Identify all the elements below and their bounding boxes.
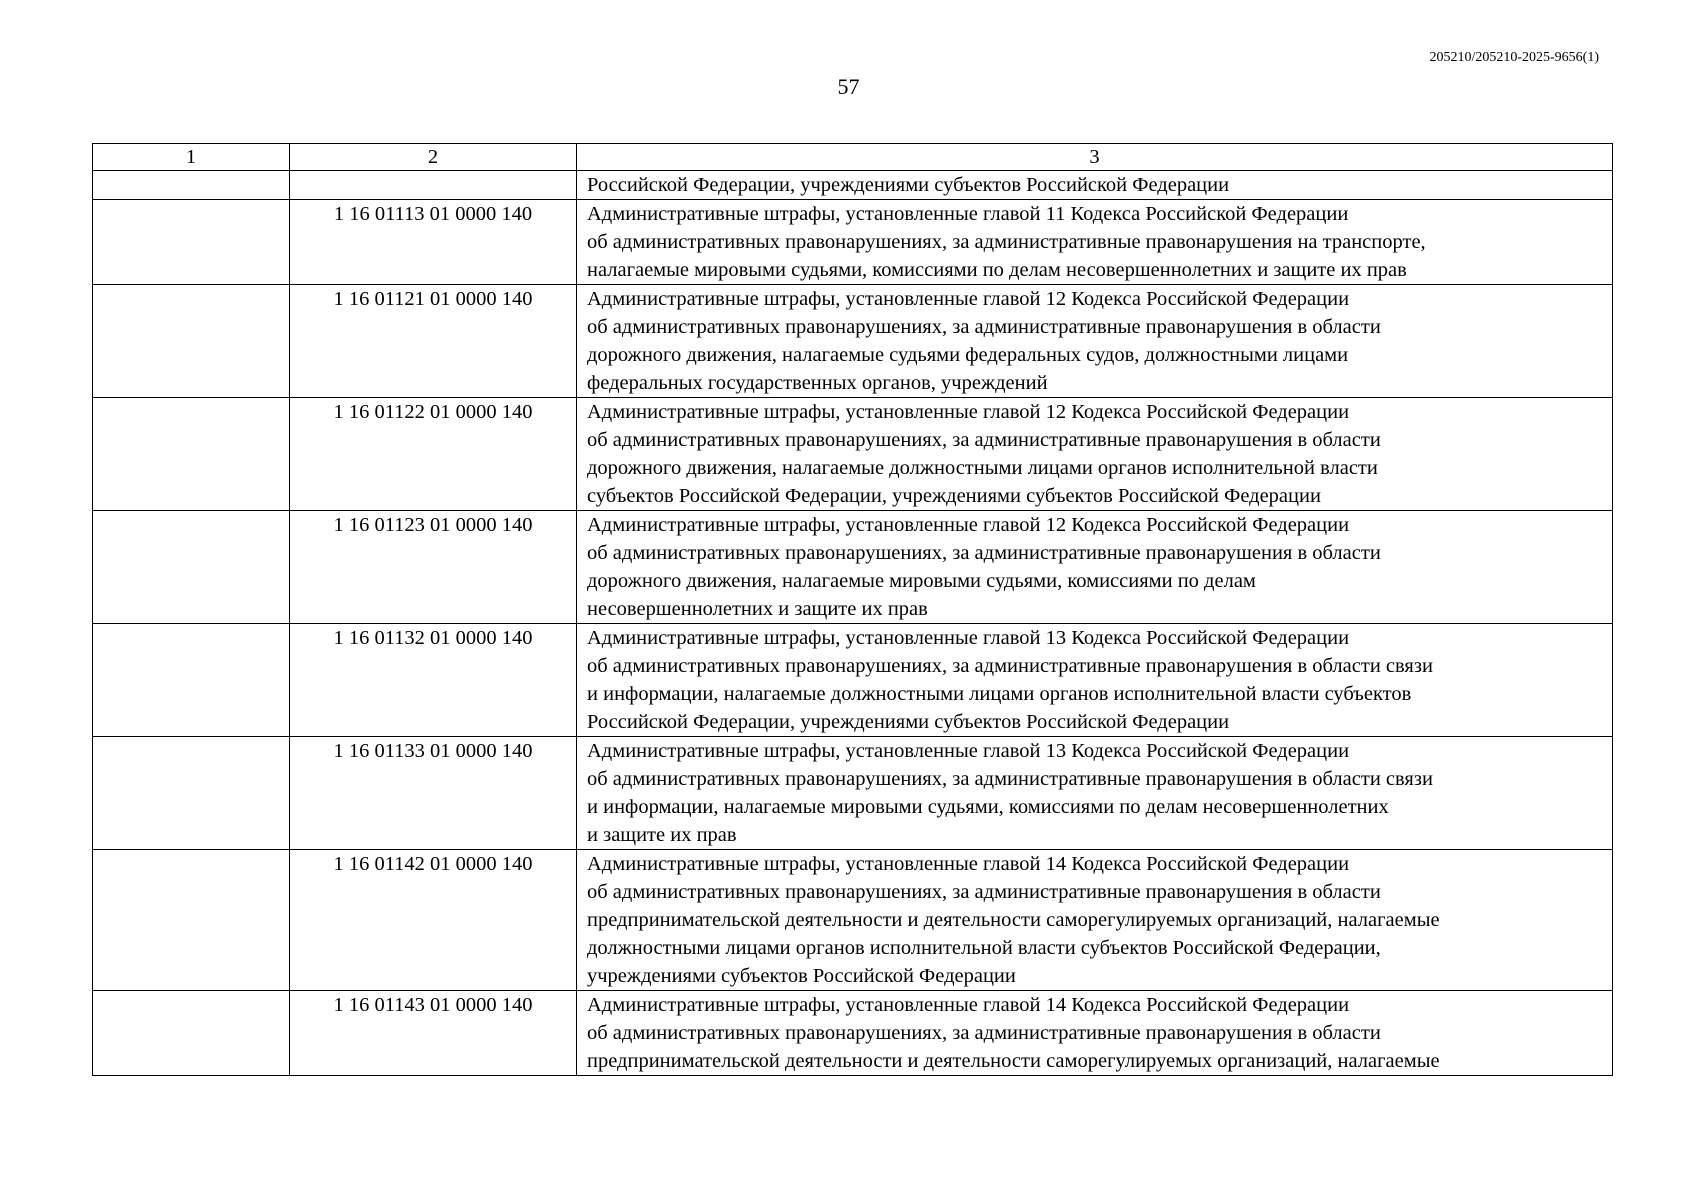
budget-code-cell: 1 16 01122 01 0000 140 bbox=[290, 398, 577, 511]
budget-code-cell: 1 16 01113 01 0000 140 bbox=[290, 200, 577, 285]
description-line: Российской Федерации, учреждениями субъектов Российской Федерации bbox=[587, 174, 1230, 196]
description-line: об административных правонарушениях, за административные правонарушения в области bbox=[587, 1022, 1381, 1044]
column-number-3: 3 bbox=[577, 144, 1613, 171]
budget-code-cell: 1 16 01123 01 0000 140 bbox=[290, 511, 577, 624]
description-cell bbox=[577, 850, 1613, 991]
description-line: учреждениями субъектов Российской Федерации bbox=[587, 965, 1016, 987]
description-line: об административных правонарушениях, за административные правонарушения в области bbox=[587, 429, 1381, 451]
row-number-cell bbox=[93, 398, 290, 511]
description-line: налагаемые мировыми судьями, комиссиями по делам несовершеннолетних и защите их прав bbox=[587, 259, 1407, 281]
table-row bbox=[93, 171, 1613, 200]
description-line: дорожного движения, налагаемые мировыми судьями, комиссиями по делам bbox=[587, 570, 1256, 592]
description-cell bbox=[577, 511, 1613, 624]
row-number-cell bbox=[93, 991, 290, 1076]
budget-code-cell bbox=[290, 171, 577, 200]
table-row bbox=[93, 511, 1613, 624]
description-line: и информации, налагаемые должностными лицами органов исполнительной власти субъектов bbox=[587, 683, 1412, 705]
row-number-cell bbox=[93, 624, 290, 737]
row-number-cell bbox=[93, 737, 290, 850]
description-cell bbox=[577, 624, 1613, 737]
budget-code-cell: 1 16 01142 01 0000 140 bbox=[290, 850, 577, 991]
description-line: предпринимательской деятельности и деятельности саморегулируемых организаций, налагаемые bbox=[587, 1050, 1440, 1072]
description-cell bbox=[577, 285, 1613, 398]
description-line: субъектов Российской Федерации, учреждениями субъектов Российской Федерации bbox=[587, 485, 1321, 507]
budget-code-cell: 1 16 01133 01 0000 140 bbox=[290, 737, 577, 850]
description-line: Российской Федерации, учреждениями субъектов Российской Федерации bbox=[587, 711, 1230, 733]
table-row bbox=[93, 200, 1613, 285]
column-number-1: 1 bbox=[93, 144, 290, 171]
column-number-row bbox=[93, 144, 1613, 171]
description-line: об административных правонарушениях, за административные правонарушения в области bbox=[587, 316, 1381, 338]
table-row bbox=[93, 398, 1613, 511]
row-number-cell bbox=[93, 200, 290, 285]
description-cell bbox=[577, 171, 1613, 200]
budget-code-cell: 1 16 01143 01 0000 140 bbox=[290, 991, 577, 1076]
description-line: Административные штрафы, установленные главой 12 Кодекса Российской Федерации bbox=[587, 401, 1350, 423]
description-line: Административные штрафы, установленные главой 12 Кодекса Российской Федерации bbox=[587, 288, 1350, 310]
description-line: об административных правонарушениях, за административные правонарушения в области bbox=[587, 881, 1381, 903]
table-row bbox=[93, 737, 1613, 850]
description-line: об административных правонарушениях, за административные правонарушения в области bbox=[587, 542, 1381, 564]
description-line: несовершеннолетних и защите их прав bbox=[587, 598, 928, 620]
description-line: и защите их прав bbox=[587, 824, 737, 846]
document-id: 205210/205210-2025-9656(1) bbox=[1429, 50, 1599, 65]
page-number: 57 bbox=[837, 74, 860, 99]
description-cell bbox=[577, 737, 1613, 850]
budget-classification-table bbox=[92, 143, 1613, 1076]
row-number-cell bbox=[93, 285, 290, 398]
row-number-cell bbox=[93, 511, 290, 624]
description-line: дорожного движения, налагаемые судьями федеральных судов, должностными лицами bbox=[587, 344, 1349, 366]
row-number-cell bbox=[93, 850, 290, 991]
description-line: Административные штрафы, установленные главой 14 Кодекса Российской Федерации bbox=[587, 994, 1350, 1016]
column-number-2: 2 bbox=[290, 144, 577, 171]
description-line: федеральных государственных органов, учреждений bbox=[587, 372, 1048, 394]
description-cell bbox=[577, 200, 1613, 285]
description-cell bbox=[577, 398, 1613, 511]
description-line: об административных правонарушениях, за административные правонарушения на транспорте, bbox=[587, 231, 1426, 253]
table-row bbox=[93, 285, 1613, 398]
description-line: Административные штрафы, установленные главой 13 Кодекса Российской Федерации bbox=[587, 627, 1350, 649]
row-number-cell bbox=[93, 171, 290, 200]
table-row bbox=[93, 850, 1613, 991]
table-body bbox=[93, 144, 1613, 1076]
table-row bbox=[93, 624, 1613, 737]
budget-code-cell: 1 16 01132 01 0000 140 bbox=[290, 624, 577, 737]
description-cell bbox=[577, 991, 1613, 1076]
description-line: предпринимательской деятельности и деятельности саморегулируемых организаций, налагаемые bbox=[587, 909, 1440, 931]
budget-code-cell: 1 16 01121 01 0000 140 bbox=[290, 285, 577, 398]
description-line: и информации, налагаемые мировыми судьями, комиссиями по делам несовершеннолетних bbox=[587, 796, 1389, 818]
description-line: Административные штрафы, установленные главой 14 Кодекса Российской Федерации bbox=[587, 853, 1350, 875]
description-line: об административных правонарушениях, за административные правонарушения в области связи bbox=[587, 655, 1433, 677]
description-line: дорожного движения, налагаемые должностными лицами органов исполнительной власти bbox=[587, 457, 1378, 479]
description-line: должностными лицами органов исполнительной власти субъектов Российской Федерации, bbox=[587, 937, 1381, 959]
description-line: Административные штрафы, установленные главой 11 Кодекса Российской Федерации bbox=[587, 203, 1349, 225]
description-line: об административных правонарушениях, за административные правонарушения в области связи bbox=[587, 768, 1433, 790]
description-line: Административные штрафы, установленные главой 12 Кодекса Российской Федерации bbox=[587, 514, 1350, 536]
description-line: Административные штрафы, установленные главой 13 Кодекса Российской Федерации bbox=[587, 740, 1350, 762]
table-row bbox=[93, 991, 1613, 1076]
